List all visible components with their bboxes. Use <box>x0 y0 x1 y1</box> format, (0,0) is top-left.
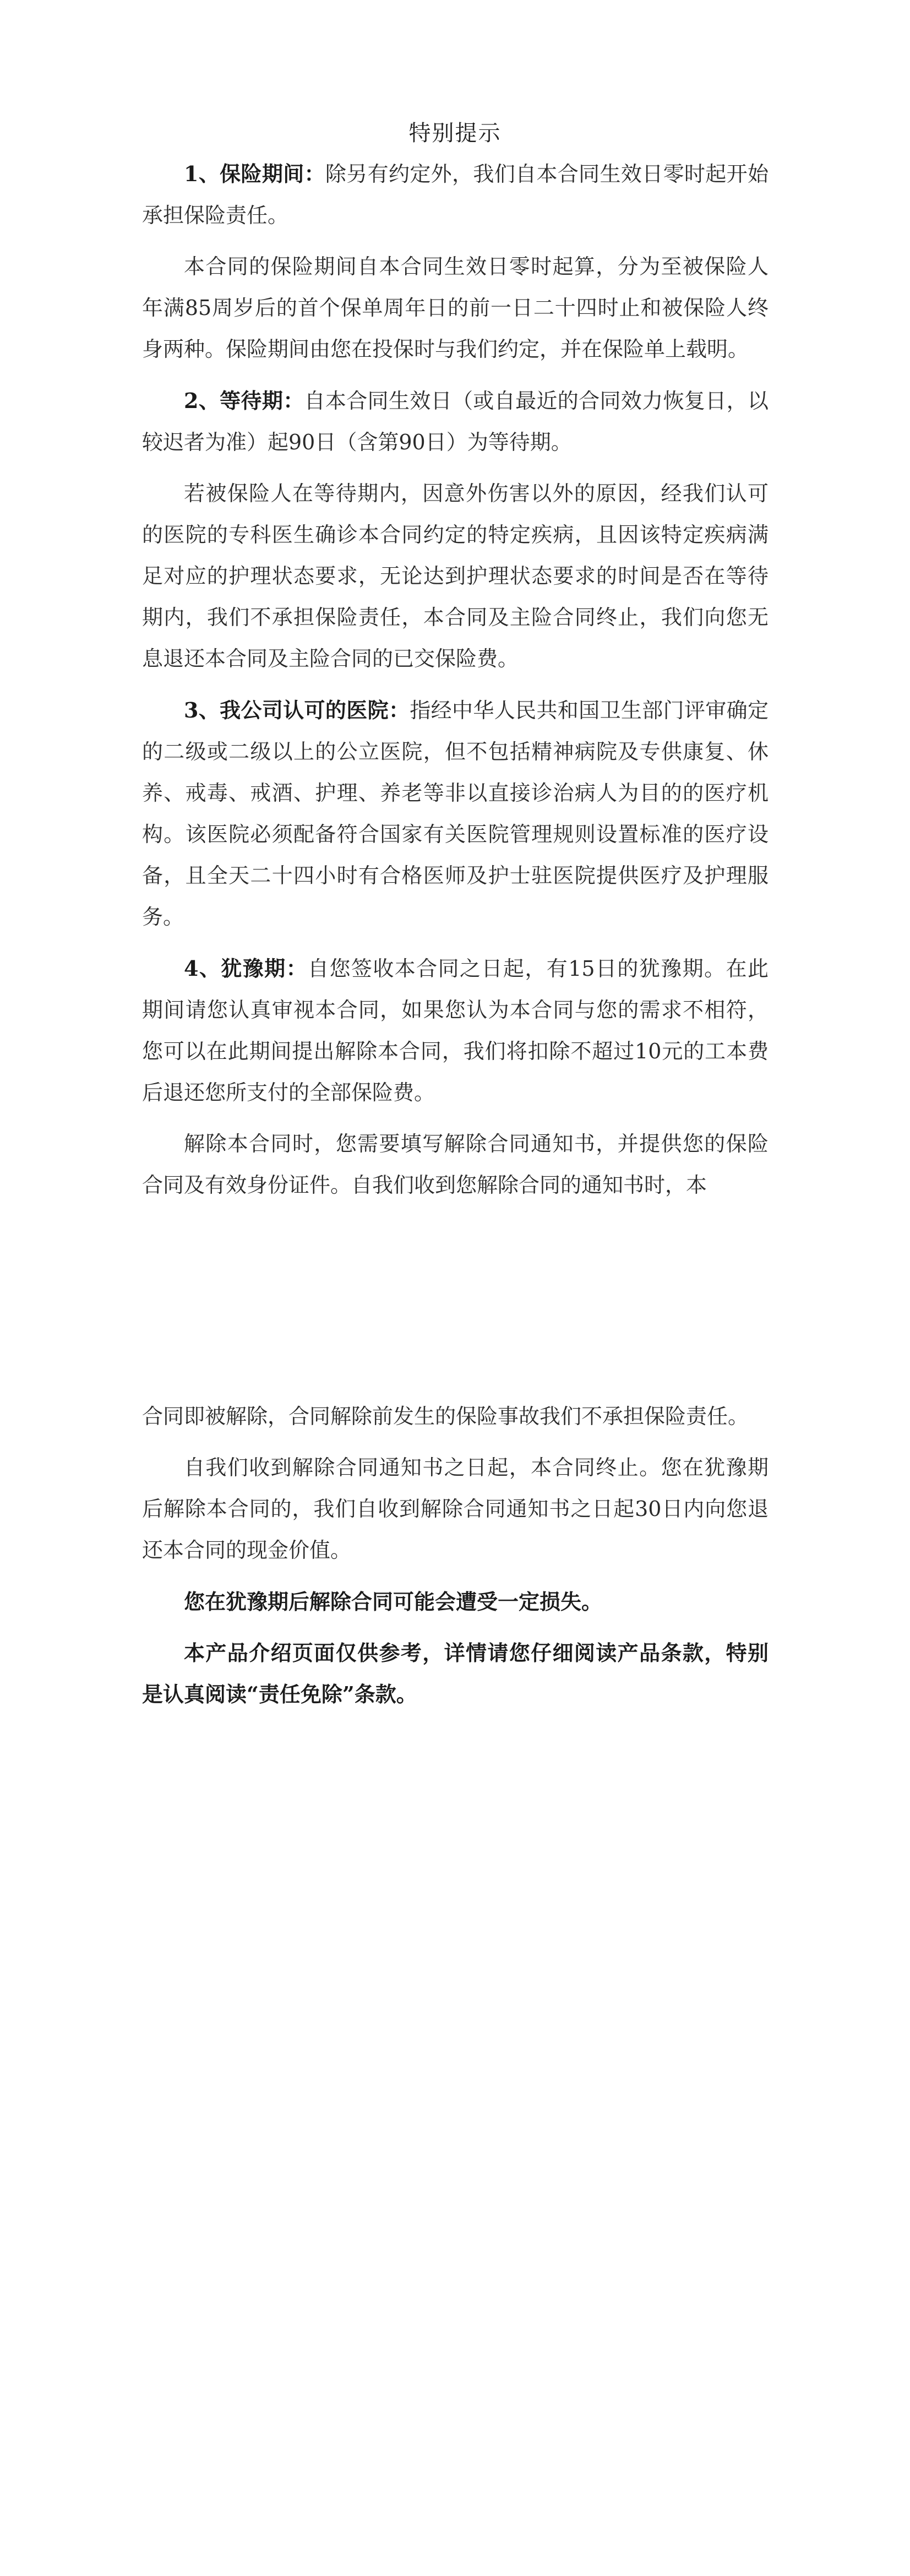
cooling-text: 自您签收本合同之日起，有15日的犹豫期。在此期间请您认真审视本合同，如果您认为本合同与您的需求不相符，您可以在此期间提出解除本合同，我们将扣除不超过10元的工本费后退还您所支付的全部保险费。 <box>142 957 769 1105</box>
notice-body-lower <box>142 1396 769 1725</box>
period-label: 1、保险期间： <box>184 161 325 186</box>
notice-body-upper <box>142 153 769 1216</box>
period-paragraph <box>142 153 769 236</box>
cooling-warning: 您在犹豫期后解除合同可能会遭受一定损失。 <box>184 1589 603 1614</box>
cooling-detail-part1: 解除本合同时，您需要填写解除合同通知书，并提供您的保险合同及有效身份证件。自我们收到您解除合同的通知书时，本 <box>142 1132 769 1197</box>
cooling-label: 4、犹豫期： <box>184 956 308 981</box>
waiting-paragraph <box>142 380 769 463</box>
after-cooling-paragraph: 自我们收到解除合同通知书之日起，本合同终止。您在犹豫期后解除本合同的，我们自收到解除合同通知书之日起30日内向您退还本合同的现金价值。 <box>142 1455 769 1562</box>
waiting-label: 2、等待期： <box>184 388 304 413</box>
waiting-text: 自本合同生效日（或自最近的合同效力恢复日，以较迟者为准）起90日（含第90日）为等待期。 <box>142 389 769 454</box>
disclaimer-paragraph: 本产品介绍页面仅供参考，详情请您仔细阅读产品条款，特别是认真阅读“责任免除”条款。 <box>142 1640 769 1707</box>
period-detail: 本合同的保险期间自本合同生效日零时起算，分为至被保险人年满85周岁后的首个保单周年日的前一日二十四时止和被保险人终身两种。保险期间由您在投保时与我们约定，并在保险单上载明。 <box>142 254 769 361</box>
period-text: 除另有约定外，我们自本合同生效日零时起开始承担保险责任。 <box>142 162 769 227</box>
cooling-paragraph <box>142 948 769 1113</box>
cooling-detail-part2: 合同即被解除，合同解除前发生的保险事故我们不承担保险责任。 <box>142 1404 749 1428</box>
waiting-detail: 若被保险人在等待期内，因意外伤害以外的原因，经我们认可的医院的专科医生确诊本合同约定的特定疾病，且因该特定疾病满足对应的护理状态要求，无论达到护理状态要求的时间是否在等待期内，我们不承担保险责任，本合同及主险合同终止，我们向您无息退还本合同及主险合同的已交保险费。 <box>142 481 769 671</box>
hospital-text: 指经中华人民共和国卫生部门评审确定的二级或二级以上的公立医院，但不包括精神病院及专供康复、休养、戒毒、戒酒、护理、养老等非以直接诊治病人为目的的医疗机构。该医院必须配备符合国家有关医院管理规则设置标准的医疗设备，且全天二十四小时有合格医师及护士驻医院提供医疗及护理服务。 <box>142 698 769 929</box>
hospital-paragraph <box>142 689 769 938</box>
hospital-label: 3、我公司认可的医院： <box>184 698 410 722</box>
page-title: 特别提示 <box>408 121 502 146</box>
